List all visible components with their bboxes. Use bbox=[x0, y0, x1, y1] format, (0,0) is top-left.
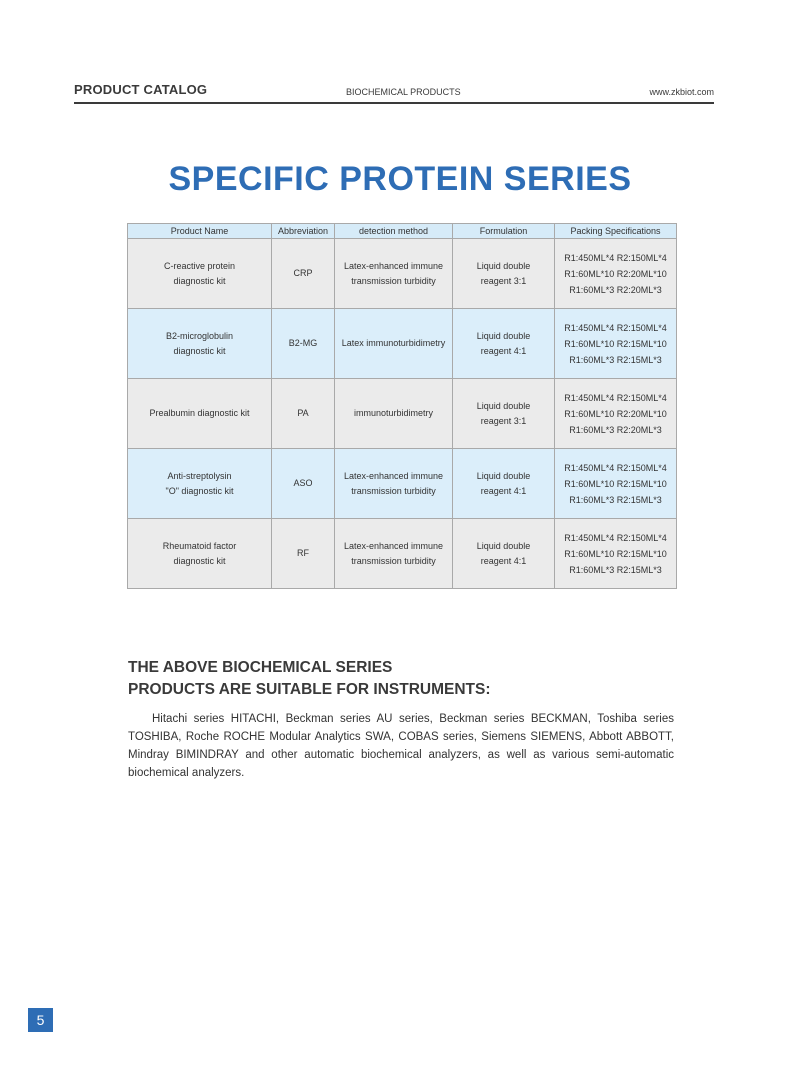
table-header-row bbox=[128, 224, 677, 239]
method-cell: Latex-enhanced immune transmission turbidity bbox=[335, 519, 453, 589]
table-row bbox=[128, 379, 677, 449]
product-name-cell: C-reactive protein diagnostic kit bbox=[128, 239, 272, 309]
website-url: www.zkbiot.com bbox=[649, 87, 714, 97]
packing-cell: R1:450ML*4 R2:150ML*4 R1:60ML*10 R2:15ML*10 R1:60ML*3 R2:15ML*3 bbox=[555, 449, 677, 519]
page-number: 5 bbox=[28, 1008, 53, 1032]
packing-cell: R1:450ML*4 R2:150ML*4 R1:60ML*10 R2:20ML*10 R1:60ML*3 R2:20ML*3 bbox=[555, 239, 677, 309]
column-header: Packing Specifications bbox=[555, 224, 677, 239]
product-name-cell: Rheumatoid factor diagnostic kit bbox=[128, 519, 272, 589]
abbreviation-cell: PA bbox=[272, 379, 335, 449]
suitability-heading bbox=[128, 657, 688, 701]
method-cell: immunoturbidimetry bbox=[335, 379, 453, 449]
method-cell: Latex-enhanced immune transmission turbidity bbox=[335, 449, 453, 519]
method-cell: Latex-enhanced immune transmission turbidity bbox=[335, 239, 453, 309]
formulation-cell: Liquid double reagent 3:1 bbox=[453, 239, 555, 309]
packing-cell: R1:450ML*4 R2:150ML*4 R1:60ML*10 R2:15ML*10 R1:60ML*3 R2:15ML*3 bbox=[555, 309, 677, 379]
abbreviation-cell: RF bbox=[272, 519, 335, 589]
section-label: BIOCHEMICAL PRODUCTS bbox=[346, 87, 461, 97]
page-title: SPECIFIC PROTEIN SERIES bbox=[168, 160, 632, 198]
product-name-cell: B2-microglobulin diagnostic kit bbox=[128, 309, 272, 379]
table-row bbox=[128, 449, 677, 519]
packing-cell: R1:450ML*4 R2:150ML*4 R1:60ML*10 R2:20ML*10 R1:60ML*3 R2:20ML*3 bbox=[555, 379, 677, 449]
formulation-cell: Liquid double reagent 4:1 bbox=[453, 309, 555, 379]
formulation-cell: Liquid double reagent 4:1 bbox=[453, 449, 555, 519]
column-header: Formulation bbox=[453, 224, 555, 239]
page-header bbox=[74, 84, 714, 104]
abbreviation-cell: B2-MG bbox=[272, 309, 335, 379]
suitability-heading-line: THE ABOVE BIOCHEMICAL SERIES bbox=[128, 659, 393, 676]
catalog-label: PRODUCT CATALOG bbox=[74, 82, 208, 97]
column-header: detection method bbox=[335, 224, 453, 239]
suitability-heading-line: PRODUCTS ARE SUITABLE FOR INSTRUMENTS: bbox=[128, 681, 491, 698]
column-header: Product Name bbox=[128, 224, 272, 239]
formulation-cell: Liquid double reagent 4:1 bbox=[453, 519, 555, 589]
method-cell: Latex immunoturbidimetry bbox=[335, 309, 453, 379]
abbreviation-cell: ASO bbox=[272, 449, 335, 519]
product-name-cell: Prealbumin diagnostic kit bbox=[128, 379, 272, 449]
packing-cell: R1:450ML*4 R2:150ML*4 R1:60ML*10 R2:15ML*10 R1:60ML*3 R2:15ML*3 bbox=[555, 519, 677, 589]
formulation-cell: Liquid double reagent 3:1 bbox=[453, 379, 555, 449]
table-row bbox=[128, 309, 677, 379]
abbreviation-cell: CRP bbox=[272, 239, 335, 309]
column-header: Abbreviation bbox=[272, 224, 335, 239]
product-name-cell: Anti-streptolysin "O" diagnostic kit bbox=[128, 449, 272, 519]
table-row bbox=[128, 519, 677, 589]
product-spec-table bbox=[127, 223, 677, 589]
table-row bbox=[128, 239, 677, 309]
suitability-paragraph: Hitachi series HITACHI, Beckman series AU series, Beckman series BECKMAN, Toshiba series TOSHIBA, Roche ROCHE Modular Analytics SWA, COBAS series, Siemens SIEMENS, Abbott ABBOTT, Mindray BIMINDRAY and other automatic biochemical analyzers, as well as various semi-automatic biochemical analyzers. bbox=[128, 713, 674, 779]
